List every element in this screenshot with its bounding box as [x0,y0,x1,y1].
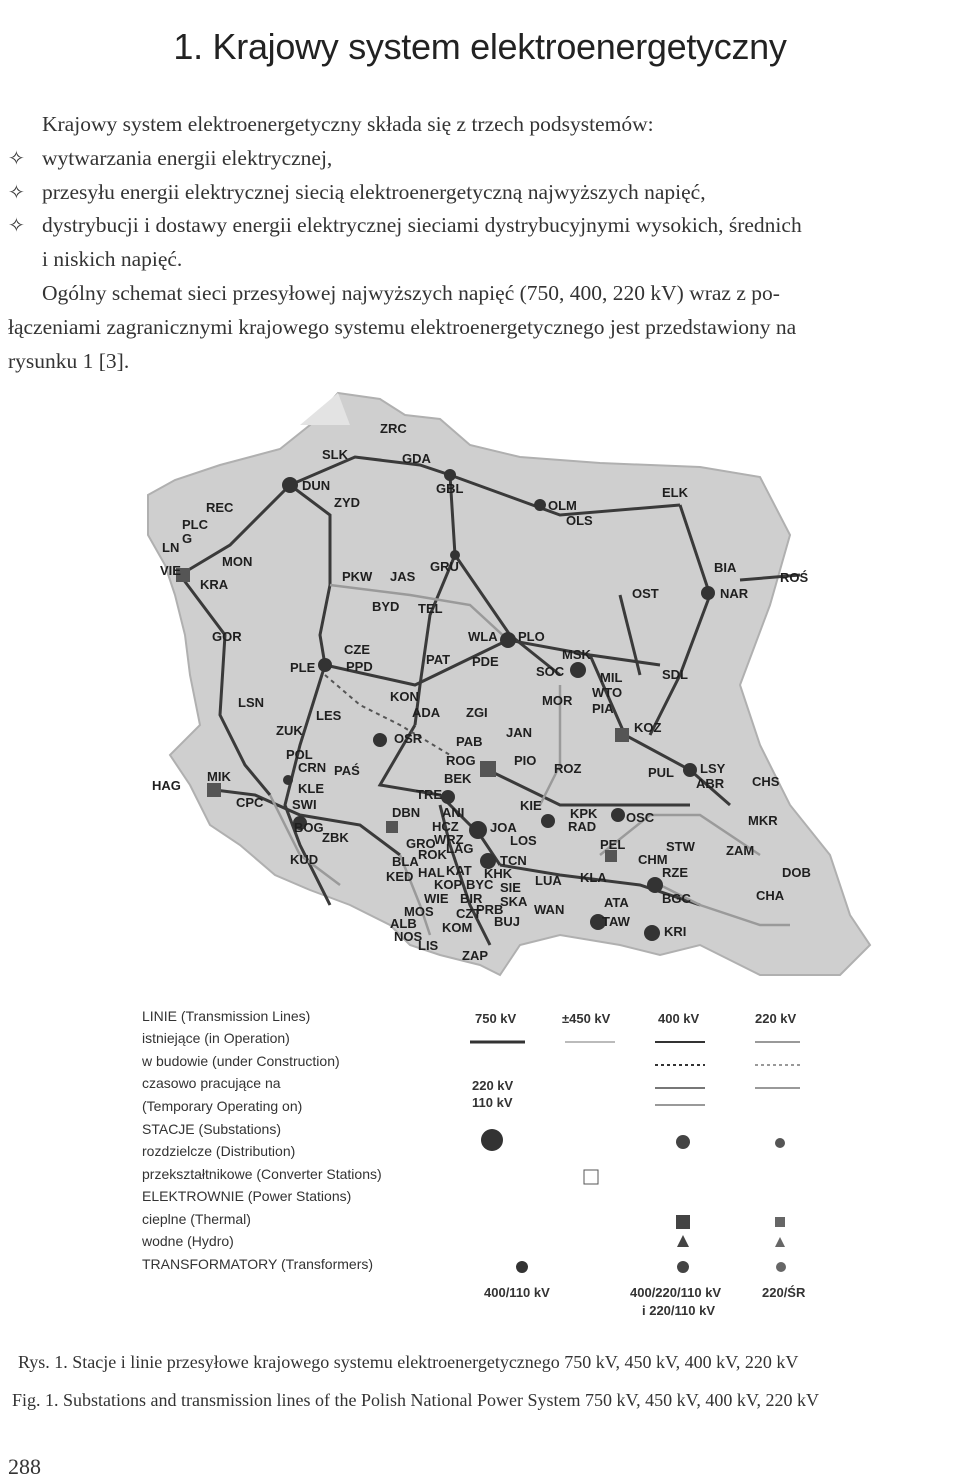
legend-col-label: 750 kV [475,1011,517,1026]
station-label: REC [206,500,234,515]
station-label: WRZ [434,832,464,847]
legend-col-label: 220/ŚR [762,1285,806,1300]
caption-polish: Rys. 1. Stacje i linie przesyłowe krajowego systemu elektroenergetycznego 750 kV, 450 kV, 400 kV, 220 kV [18,1352,799,1372]
page-number: 288 [8,1454,41,1479]
station-label: MKR [748,813,778,828]
station-label: GRO [406,836,436,851]
station-label: HCZ [432,819,459,834]
station-label: PIA [592,701,614,716]
station-label: SWI [292,797,317,812]
station-label: BLA [392,854,419,869]
station-label: OLS [566,513,593,528]
station-label: ATA [604,895,629,910]
station-label: LN [162,540,180,555]
legend-text: LINIE (Transmission Lines) [142,1008,311,1024]
star-bullet-icon: ✧ [8,146,25,170]
station-label: KLA [580,870,607,885]
station-label: MIL [600,670,623,685]
station-label: KRA [200,577,229,592]
station-label: LAG [446,841,474,856]
legend-col-label: 400/220/110 kV [630,1285,722,1300]
bullet-item [8,141,332,175]
station-label: BYD [372,599,400,614]
legend-col-label: 110 kV [472,1095,513,1110]
legend-text: czasowo pracujące na [142,1075,281,1091]
station-label: STW [666,839,695,854]
station-label: JAS [390,569,416,584]
station-label: HAG [152,778,181,793]
paragraph-line: łączeniami zagranicznymi krajowego systemu elektroenergetycznego jest przedstawiony na [8,315,797,339]
station-label: LIS [418,938,439,953]
station-label: MOS [404,904,434,919]
station-label: ADA [412,705,441,720]
station-label: SKA [500,894,528,909]
page-title: 1. Krajowy system elektroenergetyczny [173,26,787,68]
station-label: GRU [430,559,459,574]
station-label: DOB [782,865,811,880]
station-label: ZGI [466,705,488,720]
station-label: SLK [322,447,348,462]
station-label: OLM [548,498,577,513]
legend-text: cieplne (Thermal) [142,1211,251,1227]
station-label: LSN [238,695,264,710]
station-label: PLC [182,517,208,532]
paragraph-line: Ogólny schemat sieci przesyłowej najwyższych napięć (750, 400, 220 kV) wraz z po- [42,281,780,305]
station-label: CPC [236,795,264,810]
legend-text: ELEKTROWNIE (Power Stations) [142,1188,352,1204]
station-label: KPK [570,806,598,821]
legend-col-label: 220 kV [755,1011,797,1026]
station-label: ABR [696,776,725,791]
legend-col-label: 400/110 kV [484,1285,550,1300]
station-label: PIO [514,753,537,768]
station-label: RZE [662,865,688,880]
legend-col-label: 220 kV [472,1078,514,1093]
station-label: LOS [510,833,537,848]
station-label: KLE [298,781,324,796]
station-label: SOC [536,664,565,679]
station-label: ROG [446,753,476,768]
station-label: ZBK [322,830,349,845]
station-label: MIK [207,769,231,784]
station-label: LES [316,708,342,723]
station-label: OST [632,586,659,601]
station-label: BEK [444,771,472,786]
bullet-continuation: i niskich napięć. [42,247,183,271]
station-label: ROZ [554,761,582,776]
power-grid-map [0,385,960,1375]
station-label: MON [222,554,253,569]
station-label: G [182,531,193,546]
station-label: ELK [662,485,688,500]
station-label: WLA [468,629,498,644]
legend-text: wodne (Hydro) [142,1233,234,1249]
station-label: DBN [392,805,421,820]
station-label: MSK [562,647,591,662]
station-label: KRI [664,924,687,939]
legend-text: w budowie (under Construction) [142,1053,340,1069]
station-label: CHA [756,888,785,903]
bullet-text: dystrybucji i dostawy energii elektrycznej sieciami dystrybucyjnymi wysokich, średnich [42,213,802,237]
station-label: TCN [500,853,527,868]
station-label: KAT [446,863,472,878]
station-label: BIR [460,891,483,906]
legend-text: przekształtnikowe (Converter Stations) [142,1166,382,1182]
station-label: ROŚ [780,570,809,585]
station-label: PAB [456,734,483,749]
station-label: MOR [542,693,573,708]
station-label: ANI [442,805,465,820]
station-label: CHM [638,852,668,867]
station-label: BOG [294,820,324,835]
station-label: PPD [346,659,373,674]
legend-text: (Temporary Operating on) [142,1098,303,1114]
map-legend [141,1008,806,1318]
legend-text: rozdzielcze (Distribution) [142,1143,296,1159]
station-label: OSR [394,731,423,746]
station-label: ZUK [276,723,303,738]
station-label: GOR [212,629,242,644]
station-label: KUD [290,852,319,867]
caption-english: Fig. 1. Substations and transmission lines of the Polish National Power System 750 kV, 450 kV, 400 kV, 220 kV [12,1390,820,1410]
station-label: PAŚ [334,763,360,778]
station-label: KON [390,689,419,704]
station-label: LUA [535,873,562,888]
station-label: BYC [466,877,494,892]
station-label: KOM [442,920,473,935]
station-label: KOZ [634,720,662,735]
station-label: ZYD [334,495,360,510]
station-label: NOS [394,929,423,944]
bullet-text: przesyłu energii elektrycznej siecią elektroenergetyczną najwyższych napięć, [42,180,706,204]
station-label: JAN [506,725,533,740]
station-label: TEL [418,601,443,616]
station-label: CRN [298,760,327,775]
station-label: JOA [490,820,517,835]
bullet-text: wytwarzania energii elektrycznej, [42,146,333,170]
station-label: ZAP [462,948,488,963]
station-label: ZAM [726,843,755,858]
station-label: BGC [662,891,691,906]
station-label: SIE [500,880,521,895]
station-label: PAT [426,652,451,667]
station-label: RAD [568,819,597,834]
station-label: PKW [342,569,373,584]
station-label: ROK [418,847,447,862]
station-label: ZRC [380,421,407,436]
station-label: GDA [402,451,431,466]
legend-col-label: 400 kV [658,1011,700,1026]
legend-text: TRANSFORMATORY (Transformers) [142,1256,374,1272]
station-label: DUN [302,478,331,493]
station-label: SDL [662,667,688,682]
star-bullet-icon: ✧ [8,180,25,204]
paragraph-line: rysunku 1 [3]. [8,349,130,373]
station-label: ALB [390,916,417,931]
station-label: KOP [434,877,463,892]
legend-col-label: ±450 kV [562,1011,611,1026]
bullet-item [8,208,802,242]
station-label: KHK [484,866,513,881]
station-label: LSY [700,761,726,776]
station-label: NAR [720,586,749,601]
star-bullet-icon: ✧ [8,213,25,237]
station-label: PLO [518,629,545,644]
station-label: PUL [648,765,674,780]
bullet-item [8,175,706,209]
station-label: PDE [472,654,499,669]
station-label: PLE [290,660,316,675]
station-label: CHS [752,774,780,789]
station-label: BIA [714,560,737,575]
station-label: KIE [520,798,542,813]
station-label: WAN [534,902,565,917]
station-label: TAW [602,914,630,929]
station-label: KED [386,869,414,884]
station-label: VIE [160,563,181,578]
station-label: WIE [424,891,449,906]
station-label: PRB [476,902,504,917]
station-label: CZT [456,906,482,921]
station-label: GBL [436,481,464,496]
station-label: POL [286,747,313,762]
station-label: WTO [592,685,623,700]
station-label: PEL [600,837,626,852]
intro-text: Krajowy system elektroenergetyczny składa się z trzech podsystemów: [42,112,654,136]
station-label: HAL [418,865,445,880]
station-label: OSC [626,810,655,825]
station-label: BUJ [494,914,521,929]
legend-text: STACJE (Substations) [142,1121,282,1137]
station-label: CZE [344,642,370,657]
legend-text: istniejące (in Operation) [142,1030,290,1046]
legend-col-label: i 220/110 kV [642,1303,716,1318]
station-label: TRE [416,787,442,802]
